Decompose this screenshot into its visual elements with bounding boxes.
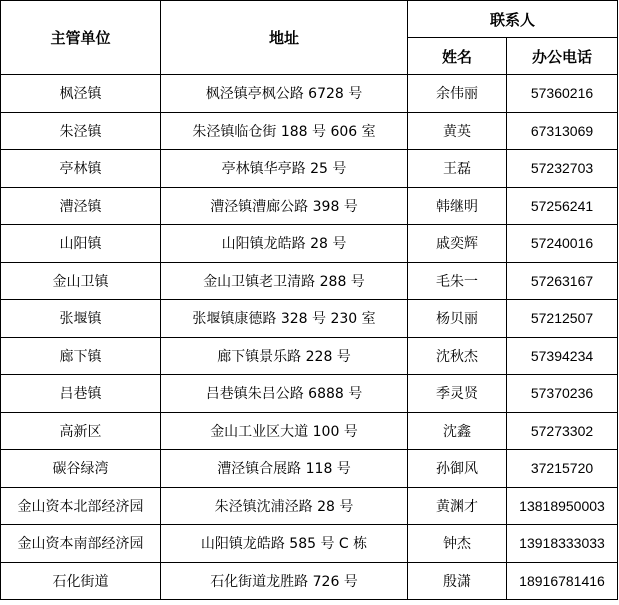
header-name: 姓名 [408, 38, 507, 75]
phone-cell: 57240016 [507, 225, 618, 263]
name-cell: 孙御风 [408, 450, 507, 488]
phone-cell: 18916781416 [507, 562, 618, 600]
address-cell: 金山工业区大道 100 号 [161, 412, 408, 450]
phone-cell: 57360216 [507, 75, 618, 113]
table-row [1, 487, 618, 525]
unit-cell: 高新区 [1, 412, 161, 450]
unit-cell: 枫泾镇 [1, 75, 161, 113]
address-cell: 枫泾镇亭枫公路 6728 号 [161, 75, 408, 113]
unit-cell: 朱泾镇 [1, 112, 161, 150]
phone-cell: 57212507 [507, 300, 618, 338]
name-cell: 王磊 [408, 150, 507, 188]
address-cell: 朱泾镇临仓街 188 号 606 室 [161, 112, 408, 150]
unit-cell: 亭林镇 [1, 150, 161, 188]
phone-cell: 57273302 [507, 412, 618, 450]
address-cell: 石化街道龙胜路 726 号 [161, 562, 408, 600]
table-row [1, 412, 618, 450]
name-cell: 毛朱一 [408, 262, 507, 300]
address-cell: 山阳镇龙皓路 28 号 [161, 225, 408, 263]
unit-cell: 金山卫镇 [1, 262, 161, 300]
address-cell: 亭林镇华亭路 25 号 [161, 150, 408, 188]
name-cell: 韩继明 [408, 187, 507, 225]
unit-cell: 山阳镇 [1, 225, 161, 263]
table-row [1, 262, 618, 300]
table-row [1, 300, 618, 338]
table-row [1, 525, 618, 563]
table-row [1, 225, 618, 263]
address-cell: 廊下镇景乐路 228 号 [161, 337, 408, 375]
unit-cell: 吕巷镇 [1, 375, 161, 413]
table-row [1, 187, 618, 225]
phone-cell: 57256241 [507, 187, 618, 225]
address-cell: 漕泾镇合展路 118 号 [161, 450, 408, 488]
header-unit: 主管单位 [1, 1, 161, 75]
unit-cell: 石化街道 [1, 562, 161, 600]
header-contact: 联系人 [408, 1, 618, 38]
name-cell: 余伟丽 [408, 75, 507, 113]
name-cell: 殷潇 [408, 562, 507, 600]
phone-cell: 57394234 [507, 337, 618, 375]
phone-cell: 37215720 [507, 450, 618, 488]
phone-cell: 57370236 [507, 375, 618, 413]
address-cell: 张堰镇康德路 328 号 230 室 [161, 300, 408, 338]
unit-cell: 碳谷绿湾 [1, 450, 161, 488]
phone-cell: 13918333033 [507, 525, 618, 563]
table-row [1, 375, 618, 413]
name-cell: 黄渊才 [408, 487, 507, 525]
table-row [1, 112, 618, 150]
unit-cell: 金山资本南部经济园 [1, 525, 161, 563]
header-phone: 办公电话 [507, 38, 618, 75]
phone-cell: 57232703 [507, 150, 618, 188]
table-row [1, 75, 618, 113]
table-row [1, 562, 618, 600]
name-cell: 季灵贤 [408, 375, 507, 413]
unit-cell: 廊下镇 [1, 337, 161, 375]
table-row [1, 337, 618, 375]
name-cell: 沈秋杰 [408, 337, 507, 375]
table-row [1, 450, 618, 488]
address-cell: 金山卫镇老卫清路 288 号 [161, 262, 408, 300]
phone-cell: 13818950003 [507, 487, 618, 525]
name-cell: 沈鑫 [408, 412, 507, 450]
address-cell: 山阳镇龙皓路 585 号 C 栋 [161, 525, 408, 563]
phone-cell: 57263167 [507, 262, 618, 300]
address-cell: 朱泾镇沈浦泾路 28 号 [161, 487, 408, 525]
table-body [1, 75, 618, 600]
name-cell: 戚奕辉 [408, 225, 507, 263]
header-address: 地址 [161, 1, 408, 75]
unit-cell: 漕泾镇 [1, 187, 161, 225]
address-cell: 漕泾镇漕廊公路 398 号 [161, 187, 408, 225]
table-row [1, 150, 618, 188]
name-cell: 钟杰 [408, 525, 507, 563]
unit-cell: 金山资本北部经济园 [1, 487, 161, 525]
name-cell: 杨贝丽 [408, 300, 507, 338]
name-cell: 黄英 [408, 112, 507, 150]
phone-cell: 67313069 [507, 112, 618, 150]
unit-cell: 张堰镇 [1, 300, 161, 338]
address-cell: 吕巷镇朱吕公路 6888 号 [161, 375, 408, 413]
